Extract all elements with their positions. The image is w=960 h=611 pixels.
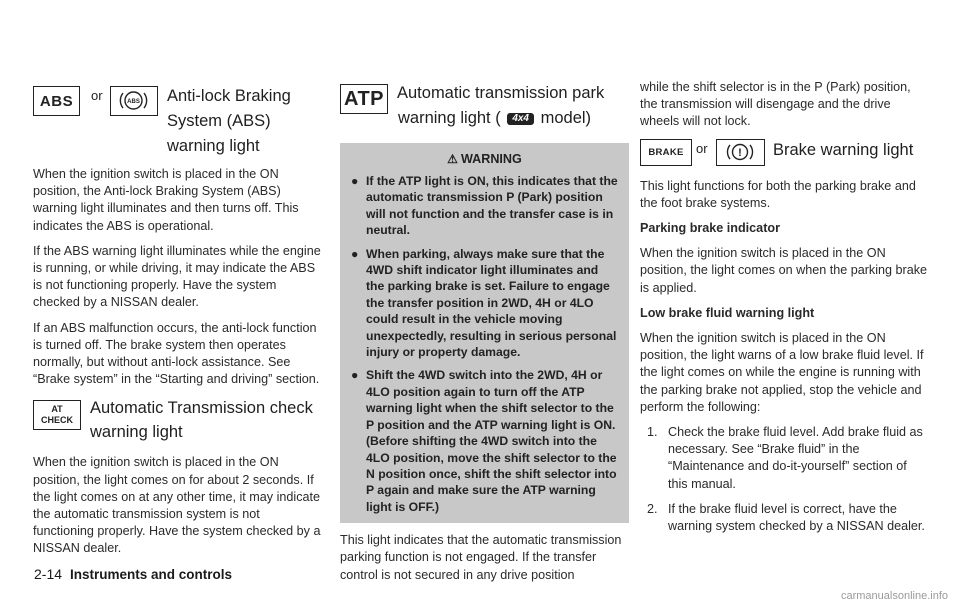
- bullet-icon: ●: [351, 246, 359, 261]
- at-check-heading: [33, 396, 322, 446]
- atp-title: Automatic transmission park warning light ( 4x4 model): [397, 81, 604, 131]
- at-check-title: Automatic Transmission check warning light: [90, 399, 313, 442]
- warning-item: ● If the ATP light is ON, this indicates that the automatic transmission P (Park) position will not function and the transfer case is in neutral.: [351, 174, 618, 238]
- page-number: 2-14: [34, 566, 63, 582]
- warning-heading: ⚠ WARNING: [447, 152, 522, 166]
- warning-triangle-icon: ⚠: [447, 152, 458, 166]
- brake-warning-icon: BRAKE: [640, 139, 692, 166]
- warning-box: [340, 143, 629, 523]
- brake-circle-icon-graphic: [717, 140, 763, 164]
- page-footer: [34, 566, 232, 582]
- brake-paragraph-1: This light functions for both the parking brake and the foot brake systems.: [640, 178, 916, 210]
- 4x4-model-badge: 4x4: [507, 113, 534, 125]
- atp-heading: [340, 84, 629, 134]
- column-2: [340, 84, 629, 592]
- or-label: or: [91, 88, 103, 103]
- warning-item: ● When parking, always make sure that the 4WD shift indicator light illuminates and the parking brake is set. Failure to engage the transfer position in 2WD, 4H or 4LO could result in the vehicle moving unexpectedly, resulting in serious personal injury or property damage.: [351, 246, 617, 360]
- abs-paragraph-1: When the ignition switch is placed in the ON position, the Anti-lock Braking System (ABS) warning light illuminates and then turns off. This indicates the ABS is operational.: [33, 167, 299, 233]
- svg-text:ABS: ABS: [127, 99, 140, 105]
- low-brake-fluid-subheading: Low brake fluid warning light: [640, 305, 815, 320]
- at-check-paragraph: When the ignition switch is placed in the ON position, the light comes on for about 2 seconds. If the light comes on at any other time, it may indicate the automatic transmission system is not functioning properly. Have the system checked by a NISSAN dealer.: [33, 455, 321, 556]
- atp-paragraph-continued: while the shift selector is in the P (Park) position, the transmission will disengage and the drive wheels will not lock.: [640, 80, 911, 129]
- parking-brake-subheading: Parking brake indicator: [640, 221, 780, 236]
- step-item: 1. Check the brake fluid level. Add brake fluid as necessary. See “Brake fluid” in the “Maintenance and do-it-yourself” section of this manual.: [647, 425, 923, 491]
- section-title: Instruments and controls: [70, 567, 233, 582]
- atp-paragraph: This light indicates that the automatic transmission parking function is not engaged. If the transfer control is not secured in any drive position: [340, 533, 622, 582]
- bullet-icon: ●: [351, 368, 359, 383]
- bullet-icon: ●: [351, 174, 359, 188]
- watermark: carmanualsonline.info: [840, 590, 948, 602]
- abs-circle-icon: [110, 86, 158, 116]
- abs-warning-icon: ABS: [33, 86, 80, 116]
- abs-paragraph-2: If the ABS warning light illuminates while the engine is running, or while driving, it may indicate the ABS is not functioning properly. Have the system checked by a NISSAN dealer.: [33, 243, 321, 310]
- abs-heading: [33, 84, 322, 154]
- brake-heading: [640, 139, 929, 169]
- abs-circle-icon-graphic: [111, 87, 156, 114]
- atp-warning-icon: ATP: [340, 84, 388, 114]
- abs-title: Anti-lock Braking System (ABS) warning light: [167, 87, 291, 155]
- low-brake-fluid-paragraph: When the ignition switch is placed in the ON position, the light warns of a low brake fluid level. If the light comes on while the engine is running with the parking brake not applied, stop the vehicle and perform the following:: [640, 331, 924, 414]
- column-1: [33, 84, 322, 566]
- atp-title-line-2: warning light ( 4x4 model): [398, 109, 592, 127]
- svg-text:!: !: [738, 146, 742, 159]
- or-label: or: [696, 140, 708, 156]
- parking-brake-paragraph: When the ignition switch is placed in the ON position, the light comes on when the parking brake is applied.: [640, 246, 928, 295]
- step-item: 2. If the brake fluid level is correct, have the warning system checked by a NISSAN dealer.: [647, 501, 925, 534]
- at-check-icon: AT CHECK: [33, 400, 81, 430]
- brake-circle-icon: [716, 139, 765, 166]
- column-3: [640, 79, 929, 543]
- warning-item: ● Shift the 4WD switch into the 2WD, 4H or 4LO position again to turn off the ATP warning light when the shift selector to the P position and the ATP warning light is ON. (Before shifting the 4WD switch into the 4LO position, move the shift selector to the N position once, shift the shift selector into P again and make sure the ATP warning light is OFF.): [351, 368, 617, 514]
- abs-paragraph-3: If an ABS malfunction occurs, the anti-lock function is turned off. The brake system then operates normally, but without anti-lock assistance. See “Brake system” in the “Starting and driving” section.: [33, 320, 320, 387]
- brake-title: Brake warning light: [773, 140, 914, 159]
